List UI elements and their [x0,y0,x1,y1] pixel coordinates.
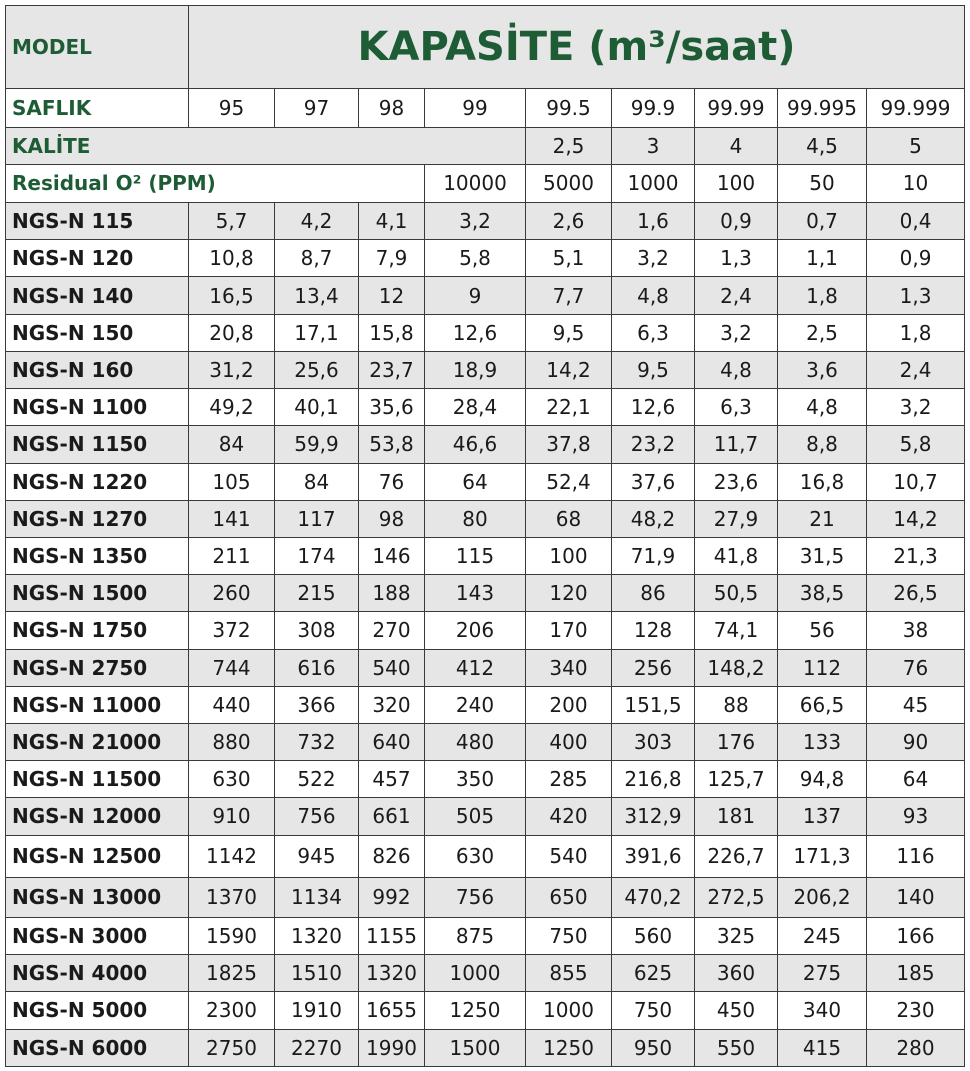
capacity-value: 115 [425,537,526,574]
capacity-value: 360 [695,955,778,992]
model-name: NGS-N 1500 [6,575,189,612]
capacity-title: KAPASİTE (m³/saat) [189,6,965,89]
residual-value: 10000 [425,164,526,202]
capacity-value: 80 [425,500,526,537]
capacity-value: 17,1 [275,314,359,351]
capacity-value: 522 [275,761,359,798]
table-row [6,426,965,463]
capacity-value: 37,8 [526,426,612,463]
capacity-value: 94,8 [778,761,867,798]
capacity-value: 661 [359,798,425,835]
capacity-value: 1510 [275,955,359,992]
capacity-value: 133 [778,723,867,760]
residual-value: 1000 [612,164,695,202]
capacity-value: 64 [425,463,526,500]
capacity-value: 215 [275,575,359,612]
capacity-value: 320 [359,686,425,723]
capacity-value: 3,2 [612,240,695,277]
model-name: NGS-N 150 [6,314,189,351]
capacity-value: 76 [359,463,425,500]
model-name: NGS-N 12500 [6,835,189,877]
capacity-value: 206 [425,612,526,649]
residual-row [6,164,965,202]
capacity-value: 37,6 [612,463,695,500]
capacity-value: 71,9 [612,537,695,574]
capacity-value: 8,7 [275,240,359,277]
model-name: NGS-N 4000 [6,955,189,992]
capacity-value: 440 [189,686,275,723]
capacity-value: 1990 [359,1029,425,1066]
capacity-value: 31,2 [189,351,275,388]
capacity-value: 325 [695,917,778,954]
capacity-value: 1320 [359,955,425,992]
capacity-value: 910 [189,798,275,835]
capacity-value: 5,8 [425,240,526,277]
model-header: MODEL [6,6,189,89]
capacity-value: 1,6 [612,203,695,240]
capacity-value: 240 [425,686,526,723]
model-name: NGS-N 120 [6,240,189,277]
capacity-value: 15,8 [359,314,425,351]
capacity-value: 1,1 [778,240,867,277]
capacity-value: 6,3 [695,389,778,426]
kalite-value: 4 [695,127,778,164]
table-row [6,203,965,240]
capacity-value: 98 [359,500,425,537]
capacity-value: 23,7 [359,351,425,388]
table-row [6,240,965,277]
capacity-value: 3,2 [867,389,965,426]
saflik-row [6,89,965,127]
capacity-value: 470,2 [612,877,695,917]
capacity-value: 308 [275,612,359,649]
residual-label: Residual O² (PPM) [6,164,189,202]
capacity-value: 280 [867,1029,965,1066]
capacity-value: 9,5 [612,351,695,388]
saflik-value: 99.9 [612,89,695,127]
capacity-value: 1142 [189,835,275,877]
capacity-value: 64 [867,761,965,798]
capacity-value: 630 [425,835,526,877]
capacity-value: 630 [189,761,275,798]
capacity-value: 560 [612,917,695,954]
capacity-value: 0,9 [695,203,778,240]
table-row [6,877,965,917]
capacity-value: 0,7 [778,203,867,240]
capacity-value: 285 [526,761,612,798]
capacity-value: 4,1 [359,203,425,240]
capacity-value: 750 [612,992,695,1029]
capacity-value: 211 [189,537,275,574]
model-name: NGS-N 21000 [6,723,189,760]
model-name: NGS-N 11000 [6,686,189,723]
capacity-value: 5,8 [867,426,965,463]
capacity-value: 23,2 [612,426,695,463]
capacity-value: 86 [612,575,695,612]
capacity-value: 26,5 [867,575,965,612]
capacity-value: 84 [189,426,275,463]
capacity-value: 230 [867,992,965,1029]
capacity-value: 38,5 [778,575,867,612]
table-row [6,389,965,426]
capacity-value: 1250 [526,1029,612,1066]
capacity-value: 826 [359,835,425,877]
residual-empty-cell [189,164,425,202]
model-name: NGS-N 1350 [6,537,189,574]
capacity-value: 366 [275,686,359,723]
table-row [6,277,965,314]
capacity-value: 2,5 [778,314,867,351]
capacity-value: 28,4 [425,389,526,426]
capacity-value: 1590 [189,917,275,954]
capacity-value: 120 [526,575,612,612]
capacity-value: 855 [526,955,612,992]
capacity-value: 303 [612,723,695,760]
kalite-value: 5 [867,127,965,164]
capacity-value: 170 [526,612,612,649]
capacity-value: 12,6 [612,389,695,426]
capacity-value: 21 [778,500,867,537]
residual-value: 50 [778,164,867,202]
capacity-value: 450 [695,992,778,1029]
capacity-value: 171,3 [778,835,867,877]
capacity-value: 90 [867,723,965,760]
saflik-label: SAFLIK [6,89,189,127]
capacity-value: 20,8 [189,314,275,351]
capacity-value: 40,1 [275,389,359,426]
capacity-value: 1655 [359,992,425,1029]
capacity-value: 2300 [189,992,275,1029]
capacity-value: 732 [275,723,359,760]
capacity-value: 245 [778,917,867,954]
capacity-value: 880 [189,723,275,760]
saflik-value: 95 [189,89,275,127]
capacity-value: 0,9 [867,240,965,277]
capacity-value: 59,9 [275,426,359,463]
capacity-value: 650 [526,877,612,917]
model-name: NGS-N 1270 [6,500,189,537]
table-row [6,835,965,877]
capacity-value: 275 [778,955,867,992]
capacity-value: 256 [612,649,695,686]
capacity-value: 27,9 [695,500,778,537]
capacity-value: 540 [526,835,612,877]
model-name: NGS-N 115 [6,203,189,240]
capacity-value: 340 [526,649,612,686]
table-row [6,917,965,954]
capacity-value: 181 [695,798,778,835]
capacity-value: 18,9 [425,351,526,388]
capacity-value: 143 [425,575,526,612]
model-name: NGS-N 1100 [6,389,189,426]
capacity-value: 137 [778,798,867,835]
capacity-value: 272,5 [695,877,778,917]
model-name: NGS-N 11500 [6,761,189,798]
capacity-value: 66,5 [778,686,867,723]
capacity-value: 116 [867,835,965,877]
capacity-value: 3,2 [695,314,778,351]
capacity-value: 76 [867,649,965,686]
capacity-value: 1,8 [867,314,965,351]
capacity-value: 616 [275,649,359,686]
capacity-value: 185 [867,955,965,992]
model-name: NGS-N 6000 [6,1029,189,1066]
capacity-value: 45 [867,686,965,723]
table-row [6,575,965,612]
capacity-value: 992 [359,877,425,917]
residual-value: 10 [867,164,965,202]
saflik-value: 99.999 [867,89,965,127]
capacity-value: 9 [425,277,526,314]
capacity-value: 100 [526,537,612,574]
capacity-value: 350 [425,761,526,798]
kalite-value: 3 [612,127,695,164]
capacity-value: 270 [359,612,425,649]
capacity-value: 457 [359,761,425,798]
model-name: NGS-N 1150 [6,426,189,463]
capacity-value: 50,5 [695,575,778,612]
capacity-value: 188 [359,575,425,612]
capacity-value: 128 [612,612,695,649]
table-row [6,351,965,388]
saflik-value: 99.5 [526,89,612,127]
capacity-value: 2,4 [867,351,965,388]
residual-value: 5000 [526,164,612,202]
capacity-value: 10,7 [867,463,965,500]
capacity-value: 206,2 [778,877,867,917]
model-name: NGS-N 140 [6,277,189,314]
capacity-value: 46,6 [425,426,526,463]
capacity-value: 4,8 [778,389,867,426]
capacity-value: 756 [425,877,526,917]
capacity-value: 21,3 [867,537,965,574]
capacity-value: 35,6 [359,389,425,426]
table-row [6,686,965,723]
capacity-value: 1000 [425,955,526,992]
capacity-value: 200 [526,686,612,723]
capacity-value: 2,6 [526,203,612,240]
capacity-value: 146 [359,537,425,574]
capacity-value: 1500 [425,1029,526,1066]
capacity-value: 174 [275,537,359,574]
table-row [6,798,965,835]
saflik-value: 97 [275,89,359,127]
capacity-value: 84 [275,463,359,500]
kalite-value: 4,5 [778,127,867,164]
saflik-value: 98 [359,89,425,127]
saflik-value: 99.99 [695,89,778,127]
table-row [6,1029,965,1066]
capacity-value: 8,8 [778,426,867,463]
capacity-value: 1320 [275,917,359,954]
capacity-value: 14,2 [867,500,965,537]
saflik-value: 99.995 [778,89,867,127]
capacity-value: 0,4 [867,203,965,240]
capacity-value: 756 [275,798,359,835]
capacity-value: 38 [867,612,965,649]
capacity-value: 312,9 [612,798,695,835]
capacity-value: 23,6 [695,463,778,500]
capacity-value: 22,1 [526,389,612,426]
capacity-value: 74,1 [695,612,778,649]
capacity-value: 176 [695,723,778,760]
capacity-value: 420 [526,798,612,835]
capacity-value: 540 [359,649,425,686]
capacity-value: 391,6 [612,835,695,877]
capacity-value: 48,2 [612,500,695,537]
capacity-value: 31,5 [778,537,867,574]
table-row [6,723,965,760]
capacity-value: 2270 [275,1029,359,1066]
capacity-value: 41,8 [695,537,778,574]
capacity-value: 260 [189,575,275,612]
capacity-value: 93 [867,798,965,835]
table-row [6,612,965,649]
capacity-value: 13,4 [275,277,359,314]
capacity-value: 10,8 [189,240,275,277]
capacity-value: 9,5 [526,314,612,351]
capacity-value: 625 [612,955,695,992]
capacity-value: 412 [425,649,526,686]
capacity-value: 112 [778,649,867,686]
model-name: NGS-N 13000 [6,877,189,917]
capacity-value: 945 [275,835,359,877]
capacity-value: 550 [695,1029,778,1066]
capacity-value: 68 [526,500,612,537]
capacity-value: 1000 [526,992,612,1029]
model-name: NGS-N 5000 [6,992,189,1029]
capacity-value: 151,5 [612,686,695,723]
capacity-value: 25,6 [275,351,359,388]
capacity-value: 148,2 [695,649,778,686]
table-row [6,992,965,1029]
capacity-value: 52,4 [526,463,612,500]
capacity-value: 216,8 [612,761,695,798]
capacity-value: 166 [867,917,965,954]
residual-value: 100 [695,164,778,202]
capacity-value: 3,2 [425,203,526,240]
capacity-value: 1250 [425,992,526,1029]
capacity-value: 875 [425,917,526,954]
kalite-row [6,127,965,164]
capacity-value: 6,3 [612,314,695,351]
capacity-value: 340 [778,992,867,1029]
capacity-value: 1910 [275,992,359,1029]
table-row [6,463,965,500]
table-row [6,537,965,574]
header-row [6,6,965,89]
capacity-value: 12,6 [425,314,526,351]
capacity-value: 4,8 [695,351,778,388]
capacity-value: 480 [425,723,526,760]
capacity-value: 415 [778,1029,867,1066]
kalite-empty-cell [189,127,526,164]
capacity-value: 640 [359,723,425,760]
capacity-value: 117 [275,500,359,537]
capacity-value: 53,8 [359,426,425,463]
capacity-value: 7,9 [359,240,425,277]
saflik-value: 99 [425,89,526,127]
model-name: NGS-N 1220 [6,463,189,500]
capacity-value: 1155 [359,917,425,954]
capacity-value: 125,7 [695,761,778,798]
kalite-label: KALİTE [6,127,189,164]
model-name: NGS-N 2750 [6,649,189,686]
capacity-value: 1825 [189,955,275,992]
capacity-value: 140 [867,877,965,917]
capacity-value: 4,2 [275,203,359,240]
capacity-value: 3,6 [778,351,867,388]
table-row [6,761,965,798]
capacity-value: 11,7 [695,426,778,463]
capacity-value: 105 [189,463,275,500]
model-name: NGS-N 3000 [6,917,189,954]
capacity-value: 56 [778,612,867,649]
capacity-value: 750 [526,917,612,954]
capacity-value: 2,4 [695,277,778,314]
capacity-value: 1370 [189,877,275,917]
capacity-value: 400 [526,723,612,760]
table-row [6,955,965,992]
capacity-value: 372 [189,612,275,649]
kalite-value: 2,5 [526,127,612,164]
capacity-value: 14,2 [526,351,612,388]
capacity-value: 49,2 [189,389,275,426]
model-name: NGS-N 12000 [6,798,189,835]
capacity-value: 5,1 [526,240,612,277]
capacity-value: 4,8 [612,277,695,314]
capacity-value: 5,7 [189,203,275,240]
capacity-value: 88 [695,686,778,723]
capacity-value: 1,3 [695,240,778,277]
table-row [6,500,965,537]
capacity-value: 505 [425,798,526,835]
capacity-table [5,5,965,1067]
capacity-value: 2750 [189,1029,275,1066]
model-name: NGS-N 160 [6,351,189,388]
capacity-value: 950 [612,1029,695,1066]
capacity-value: 12 [359,277,425,314]
table-row [6,314,965,351]
capacity-value: 226,7 [695,835,778,877]
capacity-value: 141 [189,500,275,537]
model-name: NGS-N 1750 [6,612,189,649]
capacity-value: 1,8 [778,277,867,314]
capacity-value: 1,3 [867,277,965,314]
capacity-value: 744 [189,649,275,686]
table-row [6,649,965,686]
capacity-value: 1134 [275,877,359,917]
capacity-value: 7,7 [526,277,612,314]
capacity-value: 16,5 [189,277,275,314]
capacity-value: 16,8 [778,463,867,500]
